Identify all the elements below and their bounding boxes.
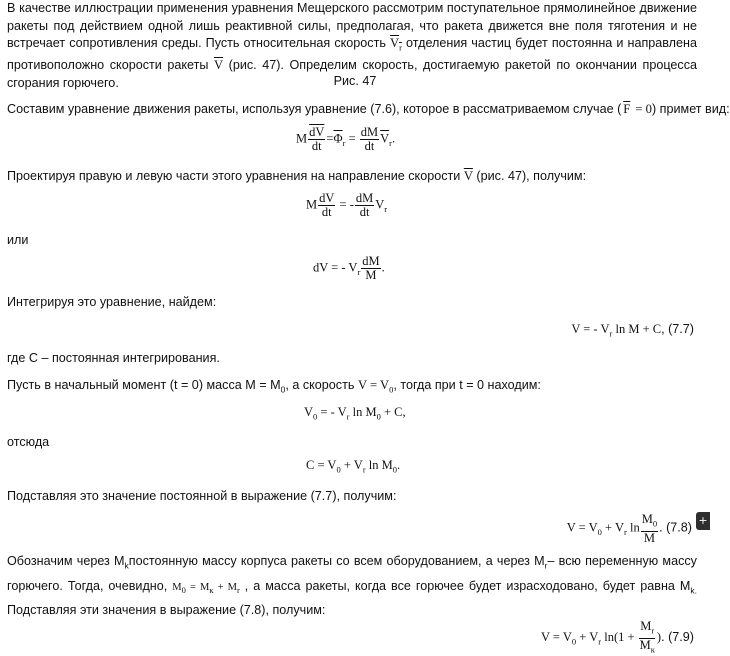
substitute-paragraph: Подставляя это значение постоянной в выражение (7.7), получим:	[7, 489, 397, 503]
force-zero-formula: $\overline{F} = 0$	[623, 102, 652, 116]
side-expand-button[interactable]: +	[696, 512, 710, 530]
equation-7-8: $V = V_0 + V_r$ ln $\frac{M_0}{M}$ . (7.8)	[566, 512, 692, 545]
vr-symbol: $V_r$	[389, 36, 402, 53]
word-or: или	[7, 233, 29, 247]
figure-caption: Рис. 47	[333, 74, 377, 88]
equation-dv: dV = - $V_r$ $\frac{dM}{M}$ .	[313, 254, 385, 282]
v-symbol: $\overline{V}$	[213, 58, 224, 73]
intro-paragraph: В качестве иллюстрации применения уравнения Мещерского рассмотрим поступательное прямолинейное движение ракеты под действием одной лишь реактивной силы, предполагая, что ракета движется вне поля тяготения и не встречает сопротивления среды. Пусть относительная скорость $V_r$ отделения частиц будет постоянна и направлена противоположно скорости ракеты $\overline{V}$ (рис. 47). Определим скорость, достигаемую ракетой по окончании процесса сгорания горючего.	[7, 1, 697, 90]
word-hence: отсюда	[7, 435, 50, 449]
initial-paragraph: Пусть в начальный момент (t = 0) масса $M = M_0$, а скорость $V = V_0$, тогда при t = 0 находим:	[7, 378, 541, 395]
integrate-paragraph: Интегрируя это уравнение, найдем:	[7, 295, 217, 309]
equation-c: $C = V_0 + V_r$ $\ln M_0$.	[306, 458, 401, 475]
project-paragraph: Проектируя правую и левую части этого уравнения на направление скорости $\overline{V}$ (рис. 47), получим:	[7, 169, 587, 183]
equation-initial: $V_0$ = - $V_r$ $\ln M_0 + C$,	[304, 405, 406, 422]
equation-motion-scalar: M $\frac{dV}{dt}$ = - $\frac{dM}{dt}$ $V_r$	[306, 191, 388, 219]
where-paragraph: где С – постоянная интегрирования.	[7, 351, 220, 365]
denote-paragraph: Обозначим через $M_kпостоянную$ массу корпуса ракеты со всем оборудованием, а через $M_r-$ всю переменную массу горючего. Тогда, очевидно, $M_0 = M_к + M_r$ , а масса ракеты, когда все горючее будет израсходовано, будет равна $M_{k.}$ Подставляя эти значения в выражение (7.8), получим:	[7, 554, 698, 618]
equation-7-9: $V = V_0 + V_r$ ln(1 + $\frac{M_r}{M_к}$ ). (7.9)	[540, 619, 694, 654]
compose-paragraph: Составим уравнение движения ракеты, используя уравнение (7.6), которое в рассматриваемом случае ( $\overline{F} = 0$) примет вид:	[7, 102, 730, 116]
equation-7-7: V = - $V_r$ ln M + C, (7.7)	[571, 322, 694, 339]
equation-motion-vector: M $\frac{\overline{dV}}{dt}$ $=\overline{\Phi}_r$ = $\frac{dM}{dt}$ $\overline{V}_r$.	[296, 125, 396, 153]
